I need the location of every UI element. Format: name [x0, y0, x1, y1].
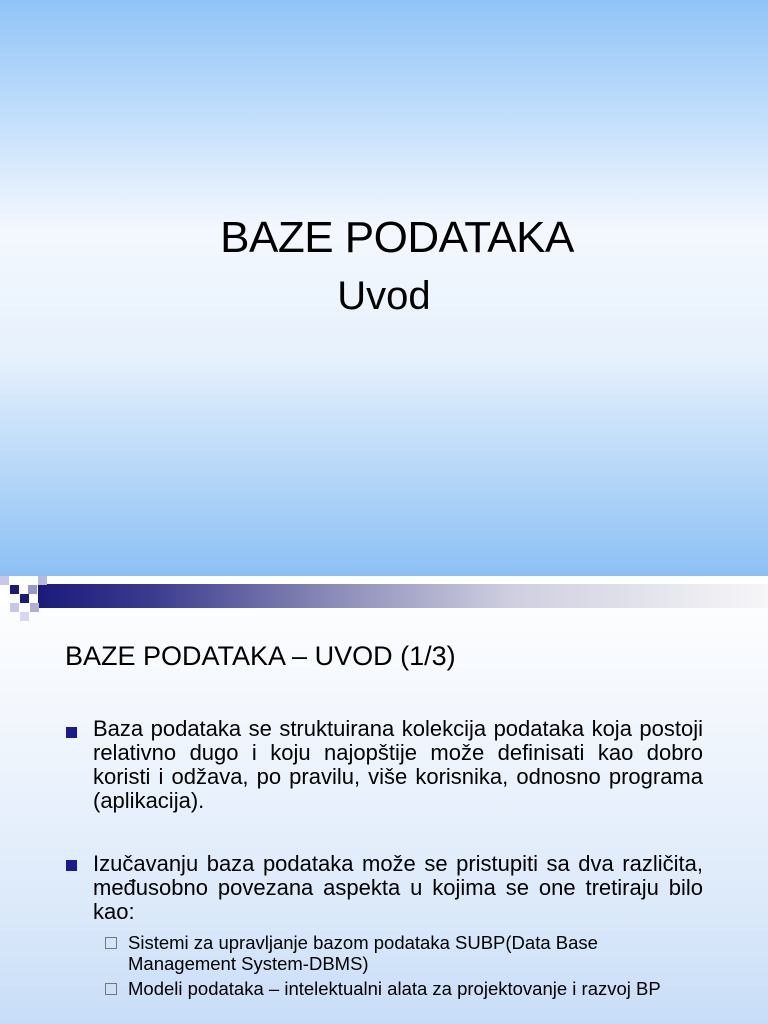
hollow-square-bullet-icon: [105, 937, 117, 949]
filled-square-bullet-icon: [66, 727, 77, 738]
deco-square-icon: [30, 603, 39, 612]
sub-bullet-text-2: Modeli podataka – intelektualni alata za projektovanje i razvoj BP: [128, 978, 661, 999]
filled-square-bullet-icon: [66, 860, 77, 871]
deco-square-icon: [20, 576, 29, 585]
deco-square-icon: [28, 585, 37, 594]
decorative-header-bar: [0, 576, 768, 626]
deco-square-icon: [38, 576, 47, 585]
deco-square-icon: [20, 594, 29, 603]
gradient-bar: [38, 584, 768, 608]
deco-square-icon: [10, 603, 19, 612]
slide-title: BAZE PODATAKA: [220, 213, 574, 262]
bullet-text-2: Izučavanju baza podataka može se pristupiti sa dva različita, međusobno povezana aspekta u kojima se one tretiraju bilo kao:: [93, 851, 703, 924]
slide-heading: BAZE PODATAKA – UVOD (1/3): [65, 641, 456, 671]
slide-subtitle: Uvod: [337, 274, 431, 318]
deco-square-icon: [20, 612, 29, 621]
sub-bullet-text-1: Sistemi za upravljanje bazom podataka SUBP(Data Base Management System-DBMS): [128, 932, 598, 974]
bullet-text-1: Baza podataka se struktuirana kolekcija podataka koja postoji relativno dugo i koju najopštije može definisati kao dobro koristi i odžava, po pravilu, više korisnika, odnosno programa (aplikacija).: [93, 716, 703, 813]
deco-square-icon: [10, 585, 19, 594]
content-slide: [0, 576, 768, 1024]
hollow-square-bullet-icon: [105, 983, 117, 995]
deco-square-icon: [0, 576, 9, 585]
deco-square-icon: [0, 594, 9, 603]
